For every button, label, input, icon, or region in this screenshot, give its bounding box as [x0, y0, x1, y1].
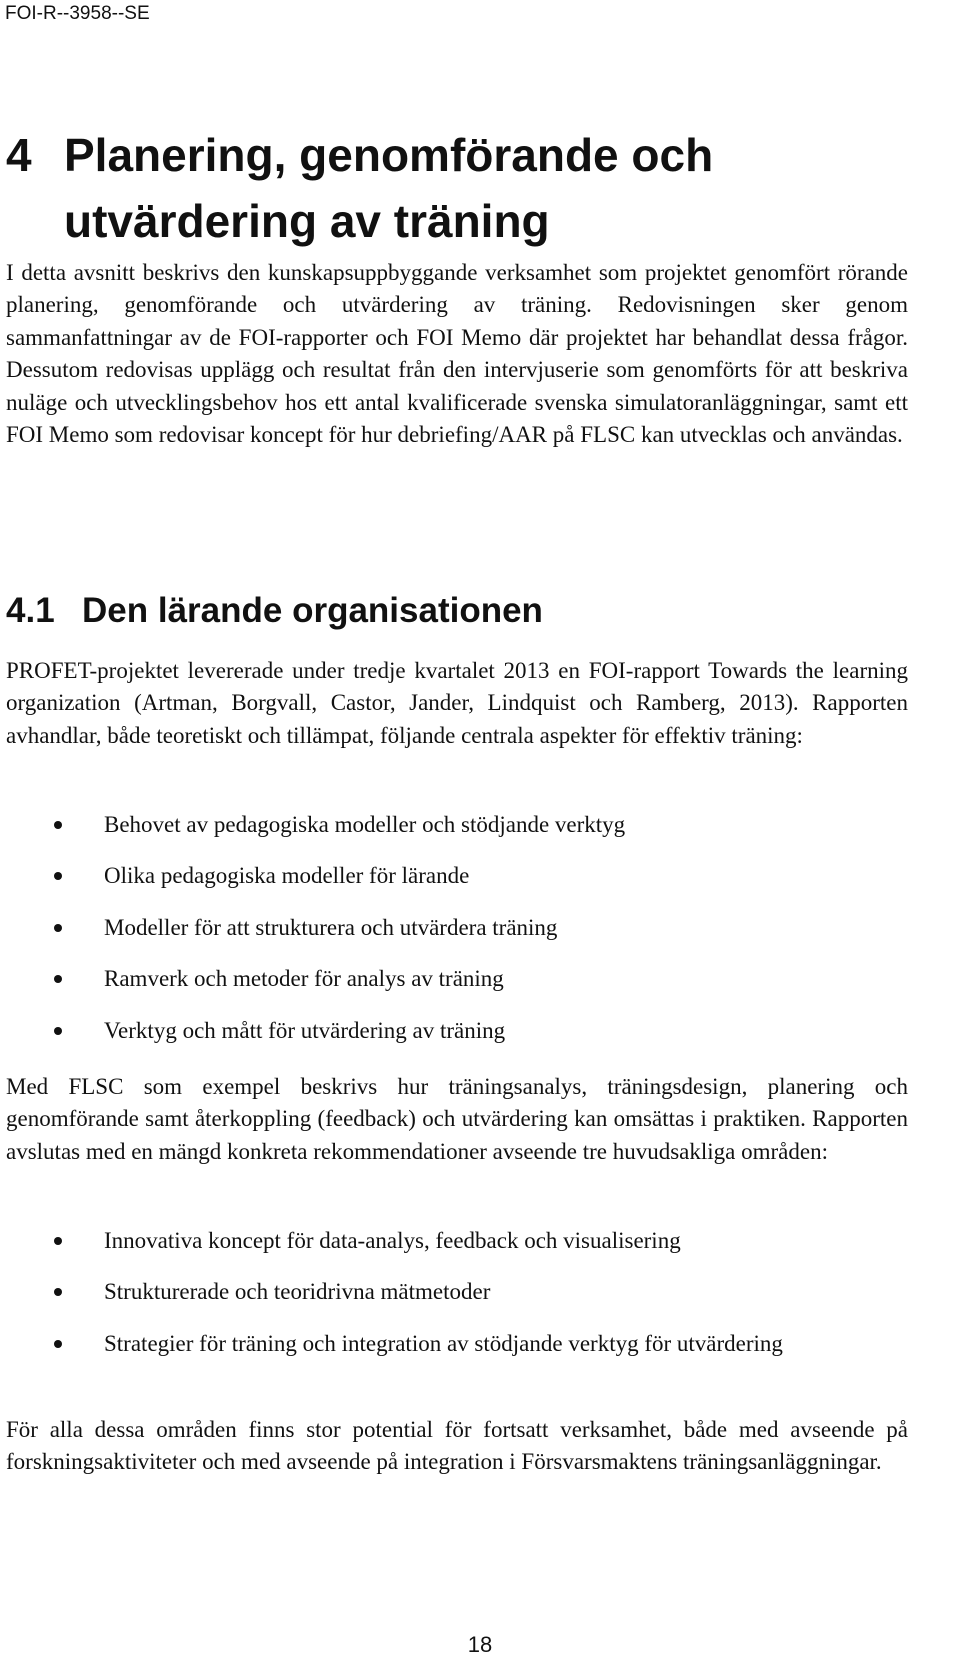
list-item	[6, 963, 908, 995]
list-item	[6, 1015, 908, 1047]
bullet-icon	[54, 872, 62, 880]
list-item-text: Olika pedagogiska modeller för lärande	[104, 863, 470, 889]
list-item	[6, 860, 908, 892]
list-item-text: Verktyg och mått för utvärdering av träning	[104, 1017, 506, 1043]
areas-list	[6, 1225, 908, 1360]
bullet-icon	[54, 1027, 62, 1035]
list-item	[6, 1276, 908, 1308]
closing-paragraph: För alla dessa områden finns stor potential för fortsatt verksamhet, både med avseende på forskningsaktiviteter och med avseende på integration i Försvarsmaktens träningsanläggningar.	[6, 1417, 908, 1475]
page-number: 18	[467, 1632, 493, 1657]
list-item-text: Behovet av pedagogiska modeller och stödjande verktyg	[104, 812, 626, 837]
bullet-icon	[54, 975, 62, 983]
bullet-icon	[54, 821, 62, 829]
aspects-list	[6, 809, 908, 1047]
list-item-text: Strategier för träning och integration av stödjande verktyg för utvärdering	[104, 1330, 783, 1356]
list-item	[6, 1328, 908, 1360]
section-heading	[6, 590, 906, 632]
chapter-number: 4	[6, 129, 32, 181]
flsc-paragraph: Med FLSC som exempel beskrivs hur träningsanalys, träningsdesign, planering och genomförande samt återkoppling (feedback) och utvärdering kan omsättas i praktiken. Rapporten avslutas med en mängd konkreta rekommendationer avseende tre huvudsakliga områden:	[6, 1074, 908, 1164]
intro-paragraph: I detta avsnitt beskrivs den kunskapsuppbyggande verksamhet som projektet genomfört rörande planering, genomförande och utvärdering av träning. Redovisningen sker genom sammanfattningar av de FOI-rapporter och FOI Memo där projektet har behandlat dessa frågor. Dessutom redovisas upplägg och resultat från den intervjuserie som genomförts för att beskriva nuläge och utvecklingsbehov hos ett antal kvalificerade svenska simulatoranläggningar, samt ett FOI Memo som redovisar koncept för hur debriefing/AAR på FLSC kan utvecklas och användas.	[6, 260, 908, 448]
list-item	[6, 809, 908, 841]
chapter-title-line1: Planering, genomförande och	[64, 129, 714, 181]
bullet-icon	[54, 1340, 62, 1348]
list-item-text: Modeller för att strukturera och utvärdera träning	[104, 914, 558, 940]
list-item-text: Ramverk och metoder för analys av träning	[104, 966, 504, 992]
section-title: Den lärande organisationen	[82, 591, 543, 630]
list-item-text: Strukturerade och teoridrivna mätmetoder	[104, 1279, 491, 1305]
list-item-text: Innovativa koncept för data-analys, feedback och visualisering	[104, 1228, 681, 1253]
bullet-icon	[54, 1237, 62, 1245]
bullet-icon	[54, 1288, 62, 1296]
bullet-icon	[54, 924, 62, 932]
chapter-heading	[6, 122, 906, 254]
chapter-title-line2: utvärdering av träning	[64, 195, 550, 247]
section-number: 4.1	[6, 591, 55, 630]
section-paragraph: PROFET-projektet levererade under tredje kvartalet 2013 en FOI-rapport Towards the learning organization (Artman, Borgvall, Castor, Jander, Lindquist och Ramberg, 2013). Rapporten avhandlar, både teoretiskt och tillämpat, följande centrala aspekter för effektiv träning:	[6, 658, 908, 748]
list-item	[6, 1225, 908, 1257]
list-item	[6, 912, 908, 944]
report-id: FOI-R--3958--SE	[5, 3, 150, 24]
